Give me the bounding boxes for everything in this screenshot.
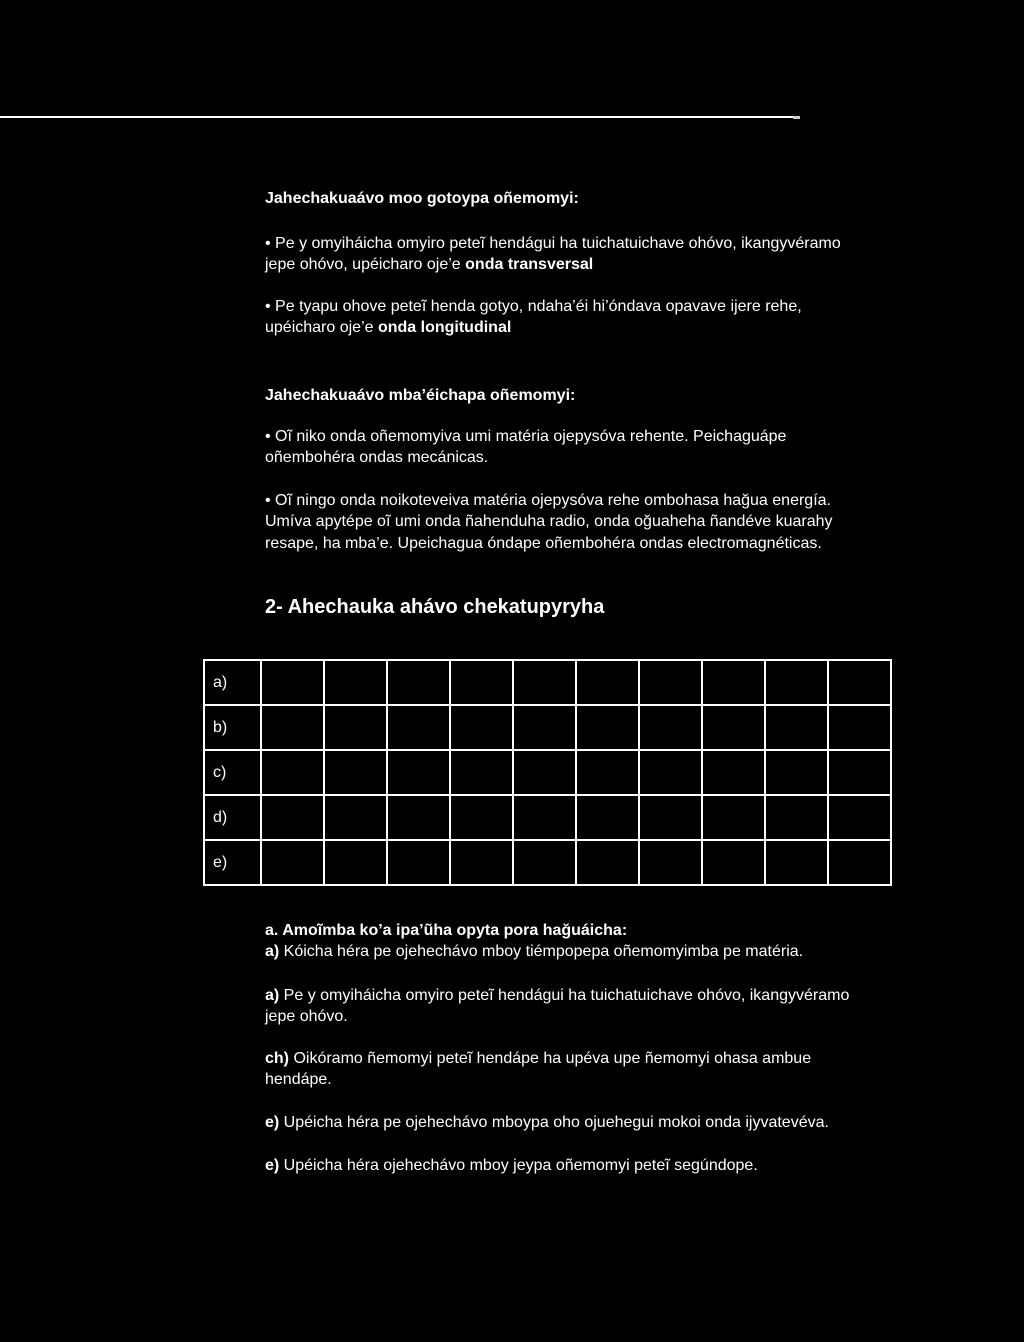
grid-cell[interactable] [702,660,765,705]
grid-cell[interactable] [828,705,891,750]
question-item [265,1112,829,1134]
grid-cell[interactable] [324,705,387,750]
section1-bullet1-term: onda transversal [465,256,594,273]
letter-grid [203,659,892,886]
grid-cell[interactable] [261,795,324,840]
grid-cell[interactable] [828,660,891,705]
grid-cell[interactable] [324,660,387,705]
grid-cell[interactable] [387,840,450,885]
section2-bullet1-line1: • Oĩ niko onda oñemomyiva umi matéria ojepysóva rehente. Peichaguápe [265,428,787,445]
section1-heading: Jahechakuaávo moo gotoypa oñemomyi: [265,190,579,207]
grid-cell[interactable] [639,840,702,885]
grid-cell[interactable] [387,795,450,840]
question-item-continued: jepe ohóvo. [265,1008,348,1025]
grid-cell[interactable] [387,705,450,750]
grid-cell[interactable] [702,705,765,750]
grid-row-label: d) [204,795,261,840]
grid-cell[interactable] [450,840,513,885]
grid-cell[interactable] [513,795,576,840]
question-label: ch) [265,1050,289,1067]
grid-cell[interactable] [828,795,891,840]
grid-cell[interactable] [450,660,513,705]
section1-bullet2-line2 [265,317,511,339]
grid-cell[interactable] [261,660,324,705]
question-label: e) [265,1114,280,1131]
question-text: Upéicha héra ojehechávo mboy jeypa oñemomyi peteĩ segúndope. [279,1157,758,1174]
section2-heading: Jahechakuaávo mba’éichapa oñemomyi: [265,387,576,404]
grid-row-label: c) [204,750,261,795]
grid-cell[interactable] [324,840,387,885]
grid-cell[interactable] [702,795,765,840]
grid-cell[interactable] [261,705,324,750]
section1-bullet2-line1: • Pe tyapu ohove peteĩ henda gotyo, ndaha’éi hi’óndava opavave ijere rehe, [265,298,802,315]
top-rule [0,116,793,118]
grid-cell[interactable] [387,750,450,795]
section-subheading: 2- Ahechauka ahávo chekatupyryha [265,596,605,618]
top-rule-tick [793,116,800,119]
section1-bullet2-term: onda longitudinal [377,319,512,336]
grid-row [204,705,891,750]
grid-cell[interactable] [639,660,702,705]
grid-cell[interactable] [576,840,639,885]
grid-cell[interactable] [261,840,324,885]
question-label: a) [265,987,280,1004]
question-item-continued: hendápe. [265,1071,332,1088]
grid-row [204,750,891,795]
section1-bullet2-text: upéicharo oje’e [265,319,378,336]
grid-cell[interactable] [765,660,828,705]
question-text: Pe y omyiháicha omyiro peteĩ hendágui ha tuichatuichave ohóvo, ikangyvéramo [279,987,850,1004]
grid-cell[interactable] [765,750,828,795]
section1-bullet1-text: jepe ohóvo, upéicharo oje’e [265,256,466,273]
grid-cell[interactable] [450,750,513,795]
grid-cell[interactable] [387,660,450,705]
questions-title: a. Amoĩmba ko’a ipa’ũha opyta pora hağuáicha: [265,922,628,939]
grid-cell[interactable] [513,840,576,885]
question-label: a) [265,943,280,960]
grid-cell[interactable] [576,660,639,705]
grid-cell[interactable] [576,795,639,840]
grid-cell[interactable] [765,795,828,840]
question-item [265,1048,811,1070]
grid-cell[interactable] [513,660,576,705]
question-label: e) [265,1157,280,1174]
grid-cell[interactable] [639,795,702,840]
grid-cell[interactable] [702,750,765,795]
grid-cell[interactable] [513,750,576,795]
section1-bullet1-line2 [265,254,593,276]
grid-cell[interactable] [828,840,891,885]
grid-cell[interactable] [639,750,702,795]
grid-cell[interactable] [450,705,513,750]
question-item [265,1155,758,1177]
question-text: Kóicha héra pe ojehechávo mboy tiémpopepa oñemomyimba pe matéria. [279,943,804,960]
grid-cell[interactable] [576,750,639,795]
section1-bullet1-line1: • Pe y omyiháicha omyiro peteĩ hendágui ha tuichatuichave ohóvo, ikangyvéramo [265,235,841,252]
grid-row [204,660,891,705]
question-item [265,985,849,1007]
question-text: Oikóramo ñemomyi peteĩ hendápe ha upéva upe ñemomyi ohasa ambue [289,1050,812,1067]
question-item [265,941,803,963]
grid-cell[interactable] [513,705,576,750]
grid-cell[interactable] [765,840,828,885]
grid-cell[interactable] [324,750,387,795]
grid-cell[interactable] [828,750,891,795]
grid-row [204,795,891,840]
grid-cell[interactable] [639,705,702,750]
section2-bullet2-line2: Umíva apytépe oĩ umi onda ñahenduha radio, onda oğuaheha ñandéve kuarahy [265,513,833,530]
grid-cell[interactable] [324,795,387,840]
grid-row-label: e) [204,840,261,885]
grid-cell[interactable] [450,795,513,840]
grid-cell[interactable] [702,840,765,885]
grid-cell[interactable] [261,750,324,795]
grid-row-label: b) [204,705,261,750]
section2-bullet2-line3: resape, ha mba’e. Upeichagua óndape oñembohéra ondas electromagnéticas. [265,535,822,552]
section2-bullet1-line2: oñembohéra ondas mecánicas. [265,449,489,466]
grid-row-label: a) [204,660,261,705]
section2-bullet2-line1: • Oĩ ningo onda noikoteveiva matéria ojepysóva rehe ombohasa hağua energía. [265,492,831,509]
grid-cell[interactable] [576,705,639,750]
question-text: Upéicha héra pe ojehechávo mboypa oho ojuehegui mokoi onda ijyvatevéva. [279,1114,829,1131]
grid-row [204,840,891,885]
grid-cell[interactable] [765,705,828,750]
